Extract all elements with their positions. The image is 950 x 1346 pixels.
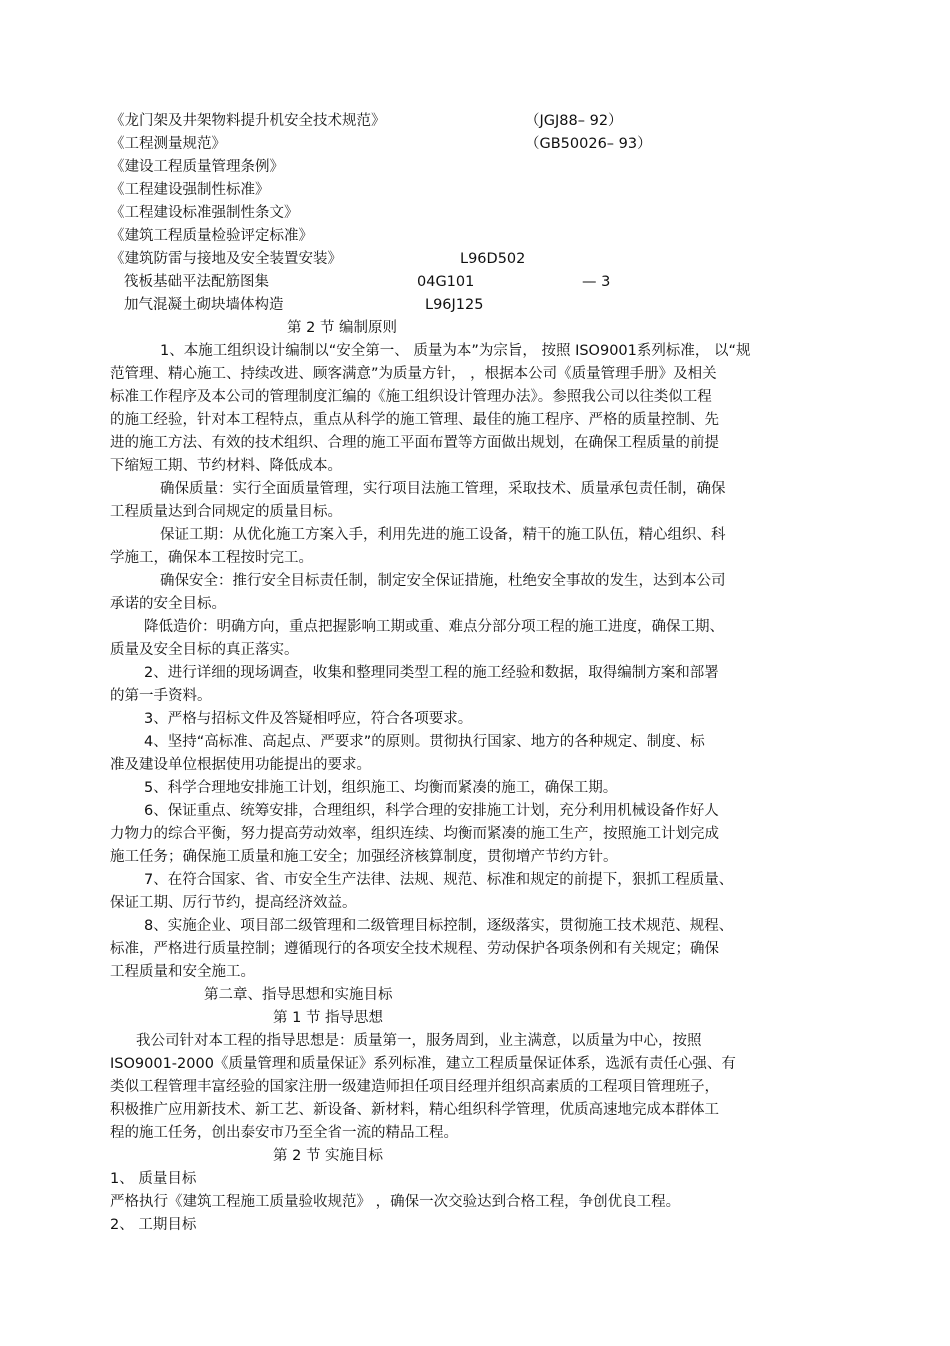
paragraph-line: 严格执行《建筑工程施工质量验收规范》 ，确保一次交验达到合格工程，争创优良工程。: [110, 1194, 681, 1210]
paragraph-line: 1、本施工组织设计编制以“安全第一、 质量为本”为宗旨， 按照 ISO9001系列标准， 以“规: [160, 343, 751, 359]
goal-heading: 1、 质量目标: [110, 1171, 197, 1187]
paragraph-line: 范管理、精心施工、持续改进、顾客满意”为质量方针， ，根据本公司《质量管理手册》及相关: [110, 366, 717, 382]
paragraph-line: 确保安全：推行安全目标责任制，制定安全保证措施，杜绝安全事故的发生，达到本公司: [160, 573, 726, 589]
paragraph-line: 标准工作程序及本公司的管理制度汇编的《施工组织设计管理办法》。参照我公司以往类似工程: [110, 389, 712, 405]
paragraph-line: 学施工，确保本工程按时完工。: [110, 550, 313, 566]
standard-name: 《建设工程质量管理条例》: [110, 159, 284, 175]
paragraph-line: 力物力的综合平衡，努力提高劳动效率，组织连续、均衡而紧凑的施工生产，按照施工计划完成: [110, 826, 719, 842]
standard-name: 《建筑防雷与接地及安全装置安装》: [110, 251, 342, 267]
standard-name: 《工程建设标准强制性条文》: [110, 205, 299, 221]
section-title: 第 2 节 编制原则: [287, 320, 398, 336]
section-title: 第 1 节 指导思想: [273, 1010, 384, 1026]
paragraph-line: 积极推广应用新技术、新工艺、新设备、新材料，精心组织科学管理，优质高速地完成本群体工: [110, 1102, 719, 1118]
chapter-title: 第二章、指导思想和实施目标: [204, 987, 393, 1003]
paragraph-line: 标准，严格进行质量控制；遵循现行的各项安全技术规程、劳动保护各项条例和有关规定；确保: [110, 941, 719, 957]
paragraph-line: 5、科学合理地安排施工计划，组织施工、均衡而紧凑的施工，确保工期。: [144, 780, 618, 796]
paragraph-line: 质量及安全目标的真正落实。: [110, 642, 299, 658]
paragraph-line: 工程质量和安全施工。: [110, 964, 255, 980]
paragraph-line: 类似工程管理丰富经验的国家注册一级建造师担任项目经理并组织高素质的工程项目管理班子，: [110, 1079, 719, 1095]
paragraph-line: 准及建设单位根据使用功能提出的要求。: [110, 757, 371, 773]
paragraph-line: 降低造价：明确方向，重点把握影响工期或重、难点分部分项工程的施工进度，确保工期、: [144, 619, 724, 635]
paragraph-line: 下缩短工期、节约材料、降低成本。: [110, 458, 342, 474]
paragraph-line: 进的施工方法、有效的技术组织、合理的施工平面布置等方面做出规划，在确保工程质量的前提: [110, 435, 719, 451]
paragraph-line: 的第一手资料。: [110, 688, 212, 704]
paragraph-line: 的施工经验，针对本工程特点，重点从科学的施工管理、最佳的施工程序、严格的质量控制、先: [110, 412, 719, 428]
standard-name: 《工程测量规范》: [110, 136, 226, 152]
standard-code: （GB50026– 93）: [525, 136, 652, 152]
paragraph-line: ISO9001-2000《质量管理和质量保证》系列标准，建立工程质量保证体系，选派有责任心强、有: [110, 1056, 736, 1072]
goal-heading: 2、 工期目标: [110, 1217, 197, 1233]
standard-code: 04G101: [417, 274, 475, 290]
standard-suffix: — 3: [582, 274, 611, 290]
paragraph-line: 3、严格与招标文件及答疑相呼应，符合各项要求。: [144, 711, 473, 727]
paragraph-line: 工程质量达到合同规定的质量目标。: [110, 504, 342, 520]
paragraph-line: 我公司针对本工程的指导思想是：质量第一，服务周到，业主满意，以质量为中心，按照: [136, 1033, 702, 1049]
paragraph-line: 程的施工任务，创出泰安市乃至全省一流的精品工程。: [110, 1125, 458, 1141]
standard-code: （JGJ88– 92）: [525, 113, 623, 129]
standard-name: 《工程建设强制性标准》: [110, 182, 270, 198]
standard-name: 《建筑工程质量检验评定标准》: [110, 228, 313, 244]
section-title: 第 2 节 实施目标: [273, 1148, 384, 1164]
paragraph-line: 保证工期：从优化施工方案入手，利用先进的施工设备，精干的施工队伍，精心组织、科: [160, 527, 726, 543]
paragraph-line: 8、实施企业、项目部二级管理和二级管理目标控制，逐级落实，贯彻施工技术规范、规程、: [144, 918, 734, 934]
paragraph-line: 7、在符合国家、省、市安全生产法律、法规、规范、标准和规定的前提下，狠抓工程质量、: [144, 872, 734, 888]
paragraph-line: 4、坚持“高标准、高起点、严要求”的原则。贯彻执行国家、地方的各种规定、制度、标: [144, 734, 705, 750]
standard-code: L96D502: [460, 251, 526, 267]
paragraph-line: 2、进行详细的现场调查，收集和整理同类型工程的施工经验和数据，取得编制方案和部署: [144, 665, 719, 681]
standard-name: 《龙门架及井架物料提升机安全技术规范》: [110, 113, 386, 129]
paragraph-line: 施工任务；确保施工质量和施工安全；加强经济核算制度，贯彻增产节约方针。: [110, 849, 618, 865]
paragraph-line: 保证工期、厉行节约，提高经济效益。: [110, 895, 357, 911]
paragraph-line: 6、保证重点、统筹安排，合理组织，科学合理的安排施工计划，充分利用机械设备作好人: [144, 803, 719, 819]
standard-code: L96J125: [425, 297, 484, 313]
standard-name: 筏板基础平法配筋图集: [124, 274, 269, 290]
paragraph-line: 确保质量：实行全面质量管理，实行项目法施工管理，采取技术、质量承包责任制，确保: [160, 481, 726, 497]
paragraph-line: 承诺的安全目标。: [110, 596, 226, 612]
standard-name: 加气混凝土砌块墙体构造: [124, 297, 284, 313]
